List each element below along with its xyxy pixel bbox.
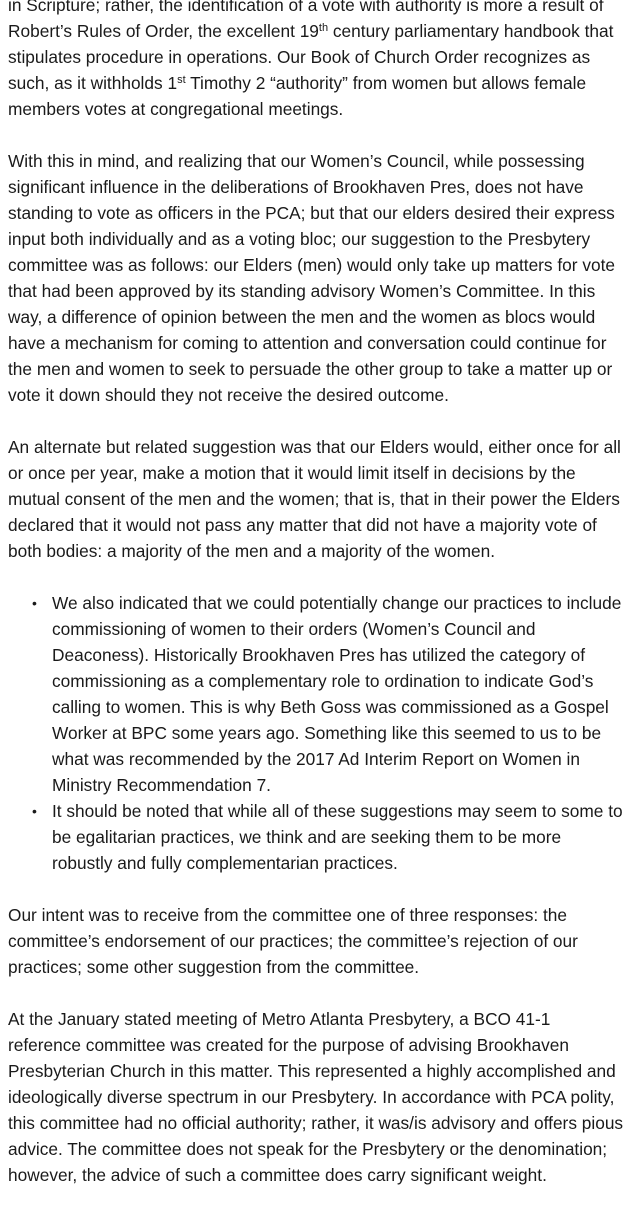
bullet-list xyxy=(8,590,624,876)
paragraph-intent: Our intent was to receive from the committee one of three responses: the committee’s endorsement of our practices; the committee’s rejection of our practices; some other suggestion from the committee. xyxy=(8,905,578,977)
paragraph-january-meeting: At the January stated meeting of Metro Atlanta Presbytery, a BCO 41-1 reference committee was created for the purpose of advising Brookhaven Presbyterian Church in this matter. This represented a highly accomplished and ideologically diverse spectrum in our Presbytery. In accordance with PCA polity, this committee had no official authority; rather, it was/is advisory and offers pious advice. The committee does not speak for the Presbytery or the denomination; however, the advice of such a committee does carry significant weight. xyxy=(8,1009,624,1185)
text-segment: in Scripture; rather, the identification of a vote with authority is more a result of Robert’s Rules of Order, the excellent 19 xyxy=(8,0,604,41)
text-segment: century parliamentary handbook that stipulates procedure in operations. Our Book of Church Order recognizes as such, as it withholds 1 xyxy=(8,21,614,93)
text-segment: Timothy 2 “authority” from women but allows female members votes at congregational meetings. xyxy=(8,73,587,119)
bullet-icon: • xyxy=(32,803,37,819)
list-item xyxy=(32,590,624,798)
paragraph-alternate-suggestion: An alternate but related suggestion was that our Elders would, either once for all or once per year, make a motion that it would limit itself in decisions by the mutual consent of the men and the women; that is, that in their power the Elders declared that it would not pass any matter that did not have a majority vote of both bodies: a majority of the men and a majority of the women. xyxy=(8,437,621,561)
list-item-text: It should be noted that while all of these suggestions may seem to some to be egalitarian practices, we think and are seeking them to be more robustly and fully complementarian practices. xyxy=(52,801,623,873)
list-item-text: We also indicated that we could potentially change our practices to include commissioning of women to their orders (Women’s Council and Deaconess). Historically Brookhaven Pres has utilized the category of commissioning as a complementary role to ordination to indicate God’s calling to women. This is why Beth Goss was commissioned as a Gospel Worker at BPC some years ago. Something like this seemed to us to be what was recommended by the 2017 Ad Interim Report on Women in Ministry Recommendation 7. xyxy=(52,593,622,795)
paragraph-womens-council: With this in mind, and realizing that our Women’s Council, while possessing significant influence in the deliberations of Brookhaven Pres, does not have standing to vote as officers in the PCA; but that our elders desired their express input both individually and as a voting bloc; our suggestion to the Presbytery committee was as follows: our Elders (men) would only take up matters for vote that had been approved by its standing advisory Women’s Committee. In this way, a difference of opinion between the men and the women as blocs would have a mechanism for coming to attention and conversation could continue for the men and women to seek to persuade the other group to take a matter up or vote it down should they not receive the desired outcome. xyxy=(8,151,616,405)
bullet-icon: • xyxy=(32,595,37,611)
superscript-st: st xyxy=(177,74,186,86)
list-item xyxy=(32,798,624,876)
paragraph-robert-rules xyxy=(8,0,624,122)
superscript-th: th xyxy=(318,22,329,34)
